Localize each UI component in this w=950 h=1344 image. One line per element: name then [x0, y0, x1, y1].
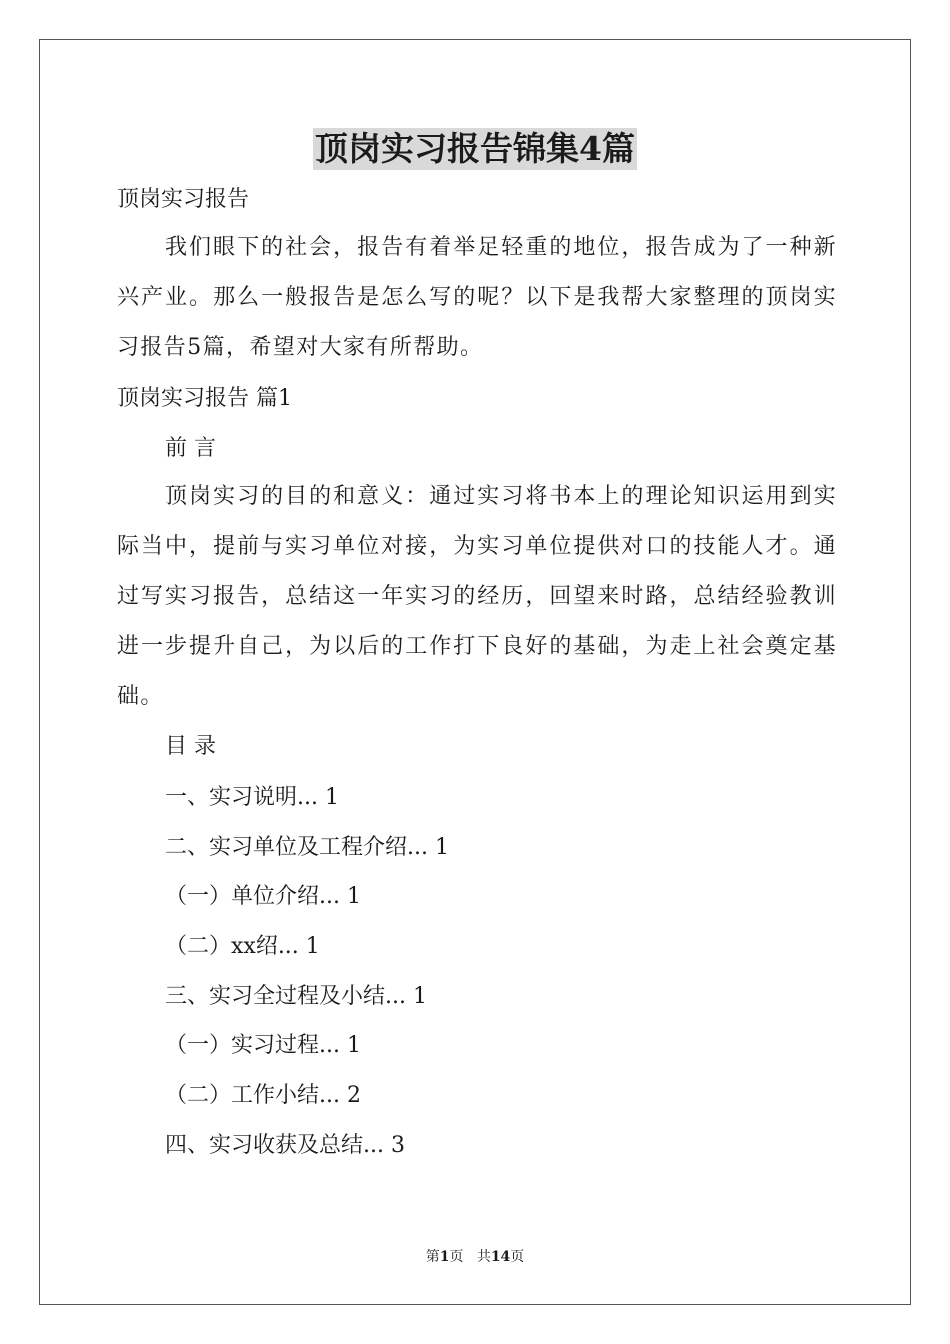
page-suffix: 页	[449, 1249, 464, 1265]
toc-item: （一）单位介绍... 1	[165, 884, 361, 909]
toc-item: 二、实习单位及工程介绍... 1	[165, 835, 449, 860]
page-footer	[0, 1248, 950, 1266]
document-title: 顶岗实习报告锦集4篇	[315, 129, 635, 168]
toc-item: 一、实习说明... 1	[165, 785, 339, 810]
section-title: 顶岗实习报告 篇1	[117, 386, 292, 411]
current-page-number: 1	[439, 1249, 450, 1265]
intro-paragraph: 我们眼下的社会，报告有着举足轻重的地位，报告成为了一种新兴产业。那么一般报告是怎么写的呢？以下是我帮大家整理的顶岗实习报告5篇，希望对大家有所帮助。	[117, 235, 837, 360]
preface-heading: 前 言	[165, 436, 216, 461]
total-page-count: 14	[490, 1249, 511, 1265]
toc-item: （二）工作小结... 2	[165, 1083, 361, 1108]
total-prefix: 共	[476, 1249, 491, 1265]
purpose-paragraph: 顶岗实习的目的和意义：通过实习将书本上的理论知识运用到实际当中，提前与实习单位对接，为实习单位提供对口的技能人才。通过写实习报告，总结这一年实习的经历，回望来时路，总结经验教训进一步提升自己，为以后的工作打下良好的基础，为走上社会奠定基础。	[117, 484, 837, 709]
toc-item: （一）实习过程... 1	[165, 1033, 361, 1058]
toc-heading: 目 录	[165, 734, 216, 759]
toc-item: 三、实习全过程及小结... 1	[165, 984, 427, 1009]
title-container	[0, 128, 950, 170]
toc-item: （二）xx绍... 1	[165, 934, 320, 959]
toc-item: 四、实习收获及总结... 3	[165, 1133, 405, 1158]
main-heading: 顶岗实习报告	[117, 187, 250, 212]
page-prefix: 第	[425, 1249, 440, 1265]
total-suffix: 页	[510, 1249, 525, 1265]
